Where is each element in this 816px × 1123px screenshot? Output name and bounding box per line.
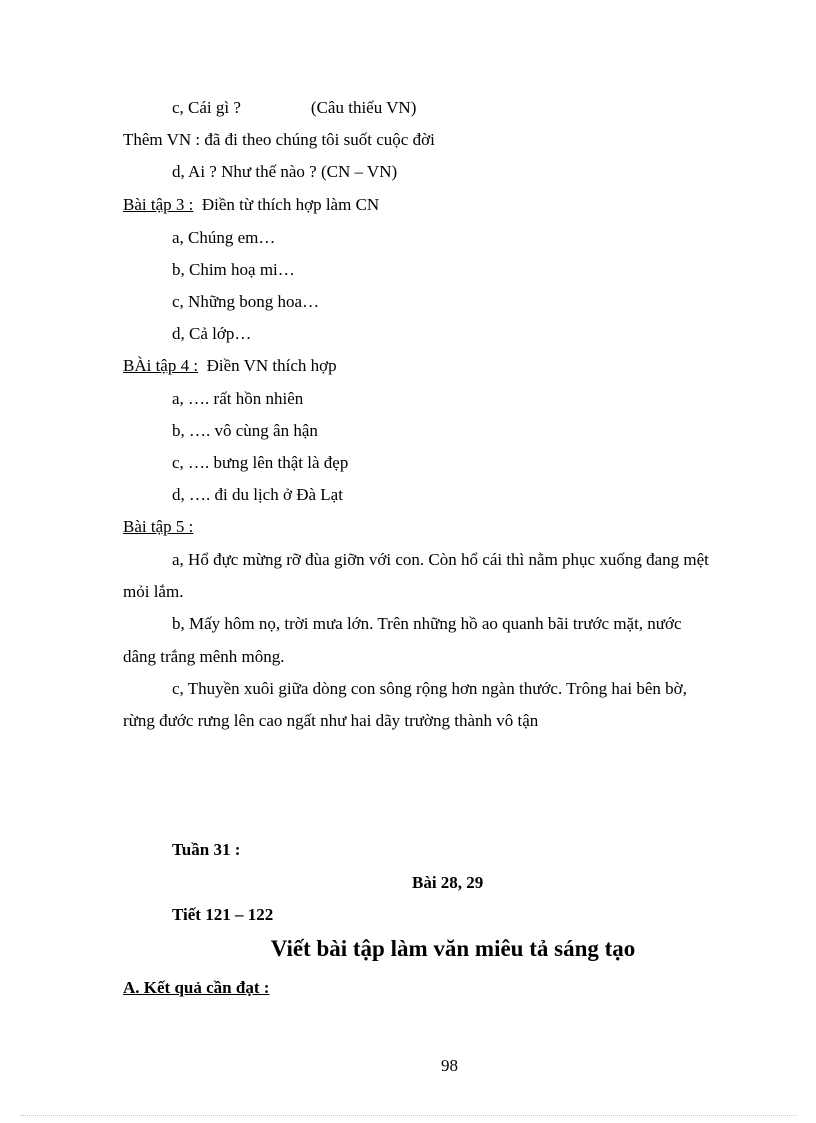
exercise-4-item-b: b, …. vô cùng ân hận	[172, 421, 318, 440]
exercise-3-label: Bài tập 3 :	[123, 195, 194, 214]
exercise-3-item-b: b, Chim hoạ mi…	[172, 260, 295, 279]
text-line	[172, 98, 416, 118]
exercise-5-heading	[123, 517, 193, 537]
exercise-3-item-a: a, Chúng em…	[172, 228, 276, 247]
exercise-4-instruction: Điền VN thích hợp	[206, 356, 337, 375]
exercise-5-item-a-cont: mỏi lắm.	[123, 582, 184, 601]
exercise-5-item-a: a, Hổ đực mừng rỡ đùa giỡn với con. Còn hổ cái thì nằm phục xuống đang mệt	[172, 550, 709, 569]
exercise-4-heading	[123, 356, 337, 376]
exercise-5-item-c: c, Thuyền xuôi giữa dòng con sông rộng hơn ngàn thước. Trông hai bên bờ,	[172, 679, 687, 698]
subheading-results: A. Kết quả cần đạt :	[123, 978, 270, 997]
exercise-5-item-b: b, Mấy hôm nọ, trời mưa lớn. Trên những hồ ao quanh bãi trước mặt, nước	[172, 614, 682, 633]
exercise-3-heading	[123, 195, 379, 215]
lesson-label: Bài 28, 29	[412, 873, 484, 892]
item-c-note: (Câu thiếu VN)	[310, 98, 417, 117]
section-title: Viết bài tập làm văn miêu tả sáng tạo	[270, 936, 636, 961]
exercise-4-item-d: d, …. đi du lịch ở Đà Lạt	[172, 485, 343, 504]
page-bottom-rule	[20, 1115, 796, 1116]
page-number: 98	[441, 1056, 458, 1075]
week-label: Tuần 31 :	[172, 840, 241, 859]
exercise-4-item-c: c, …. bưng lên thật là đẹp	[172, 453, 349, 472]
text-line: d, Ai ? Như thế nào ? (CN – VN)	[172, 162, 398, 181]
exercise-3-item-d: d, Cả lớp…	[172, 324, 252, 343]
exercise-4-label: BÀi tập 4 :	[123, 356, 199, 375]
exercise-5-item-b-cont: dâng trắng mênh mông.	[123, 647, 285, 666]
period-label: Tiết 121 – 122	[172, 905, 274, 924]
exercise-3-item-c: c, Những bong hoa…	[172, 292, 320, 311]
text-line: Thêm VN : đã đi theo chúng tôi suốt cuộc đời	[123, 130, 435, 149]
exercise-4-item-a: a, …. rất hồn nhiên	[172, 389, 304, 408]
exercise-5-item-c-cont: rừng đước rưng lên cao ngất như hai dãy trường thành vô tận	[123, 711, 539, 730]
item-c-question: c, Cái gì ?	[172, 98, 241, 117]
exercise-3-instruction: Điền từ thích hợp làm CN	[201, 195, 380, 214]
exercise-5-label: Bài tập 5 :	[123, 517, 194, 536]
